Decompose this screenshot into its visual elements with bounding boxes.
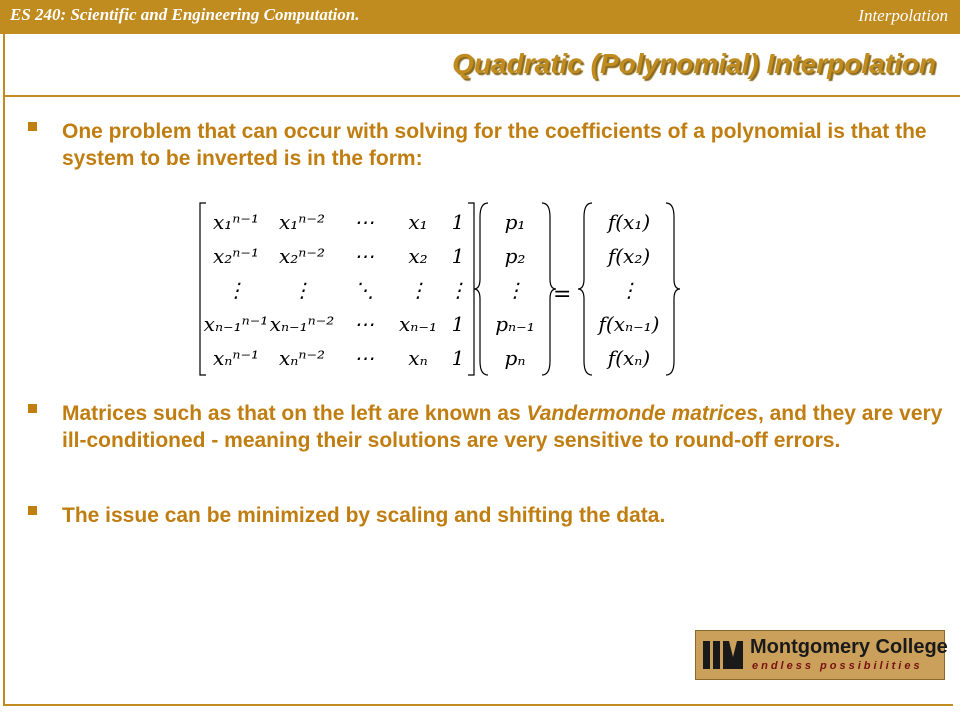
matrix-cell: xₙ₋₁ⁿ⁻¹ xyxy=(203,312,269,336)
matrix-cell: xₙ₋₁ xyxy=(399,312,437,336)
matrix-cell: xₙ₋₁ⁿ⁻² xyxy=(269,312,335,336)
bullet-3-text: The issue can be minimized by scaling and shifting the data. xyxy=(62,504,666,527)
matrix-cell: x₂ⁿ⁻² xyxy=(279,244,325,268)
vandermonde-matrix xyxy=(204,210,468,370)
section-title: Interpolation xyxy=(858,6,948,25)
bullet-square-icon xyxy=(28,404,37,413)
frame-left-line xyxy=(3,0,5,706)
matrix-cell: ⋮ xyxy=(448,278,468,302)
bullet-2-text-b: , and they are very ill-conditioned - meaning their solutions are very sensitive to round-off errors. xyxy=(62,402,943,452)
bullet-square-icon xyxy=(28,122,37,131)
frame-bottom-line xyxy=(3,704,953,706)
p-vector-entry: p₁ xyxy=(504,210,526,234)
bullet-2-text-a: Matrices such as that on the left are known as xyxy=(62,402,527,425)
f-vector-entry: f(x₁) xyxy=(607,210,651,234)
f-vector-entry: ⋮ xyxy=(619,278,639,302)
equals-sign: = xyxy=(553,282,572,307)
vandermonde-term: Vandermonde matrices xyxy=(526,402,758,425)
p-vector-entry: pₙ₋₁ xyxy=(495,312,535,336)
title-underline xyxy=(3,95,960,97)
p-vector-entry: ⋮ xyxy=(505,278,525,302)
f-vector-entry: f(xₙ) xyxy=(607,346,651,370)
course-title: ES 240: Scientific and Engineering Computation. xyxy=(10,5,360,24)
f-vector xyxy=(597,210,660,370)
slide-title: Quadratic (Polynomial) Interpolation xyxy=(452,48,936,79)
matrix-cell: ⋮ xyxy=(292,278,312,302)
matrix-cell: x₁ⁿ⁻² xyxy=(279,210,325,234)
matrix-right-bracket xyxy=(468,203,474,375)
header-bar xyxy=(0,0,960,34)
matrix-cell: ⋮ xyxy=(226,278,246,302)
matrix-cell: x₂ xyxy=(408,244,428,268)
matrix-cell: ⋯ xyxy=(354,244,374,268)
vandermonde-equation xyxy=(196,197,686,383)
matrix-cell: 1 xyxy=(451,312,465,336)
matrix-cell: ⋮ xyxy=(408,278,428,302)
college-emblem-icon xyxy=(702,637,744,673)
matrix-cell: ⋯ xyxy=(354,312,374,336)
p-vector-entry: p₂ xyxy=(504,244,526,268)
bullet-2-text xyxy=(62,400,958,454)
matrix-cell: x₂ⁿ⁻¹ xyxy=(213,244,259,268)
logo-name: Montgomery College xyxy=(750,636,948,658)
matrix-cell: ⋱ xyxy=(354,278,374,302)
f-vector-entry: f(xₙ₋₁) xyxy=(598,312,660,336)
p-vector-entry: pₙ xyxy=(504,346,526,370)
matrix-cell: 1 xyxy=(451,346,465,370)
matrix-cell: x₁ xyxy=(408,210,428,234)
college-logo xyxy=(695,630,948,680)
matrix-cell: x₁ⁿ⁻¹ xyxy=(213,210,259,234)
matrix-cell: xₙⁿ⁻¹ xyxy=(212,346,260,370)
p-vector xyxy=(495,210,534,370)
matrix-cell: xₙⁿ⁻² xyxy=(278,346,326,370)
matrix-cell: 1 xyxy=(451,244,465,268)
matrix-cell: ⋯ xyxy=(354,210,374,234)
bullet-1-text: One problem that can occur with solving for the coefficients of a polynomial is that the system to be inverted is in the form: xyxy=(62,120,927,170)
f-vector-entry: f(x₂) xyxy=(607,244,651,268)
matrix-cell: xₙ xyxy=(408,346,428,370)
matrix-cell: 1 xyxy=(451,210,465,234)
matrix-cell: ⋯ xyxy=(354,346,374,370)
matrix-left-bracket xyxy=(200,203,206,375)
bullet-square-icon xyxy=(28,506,37,515)
logo-tagline: endless possibilities xyxy=(752,660,923,672)
